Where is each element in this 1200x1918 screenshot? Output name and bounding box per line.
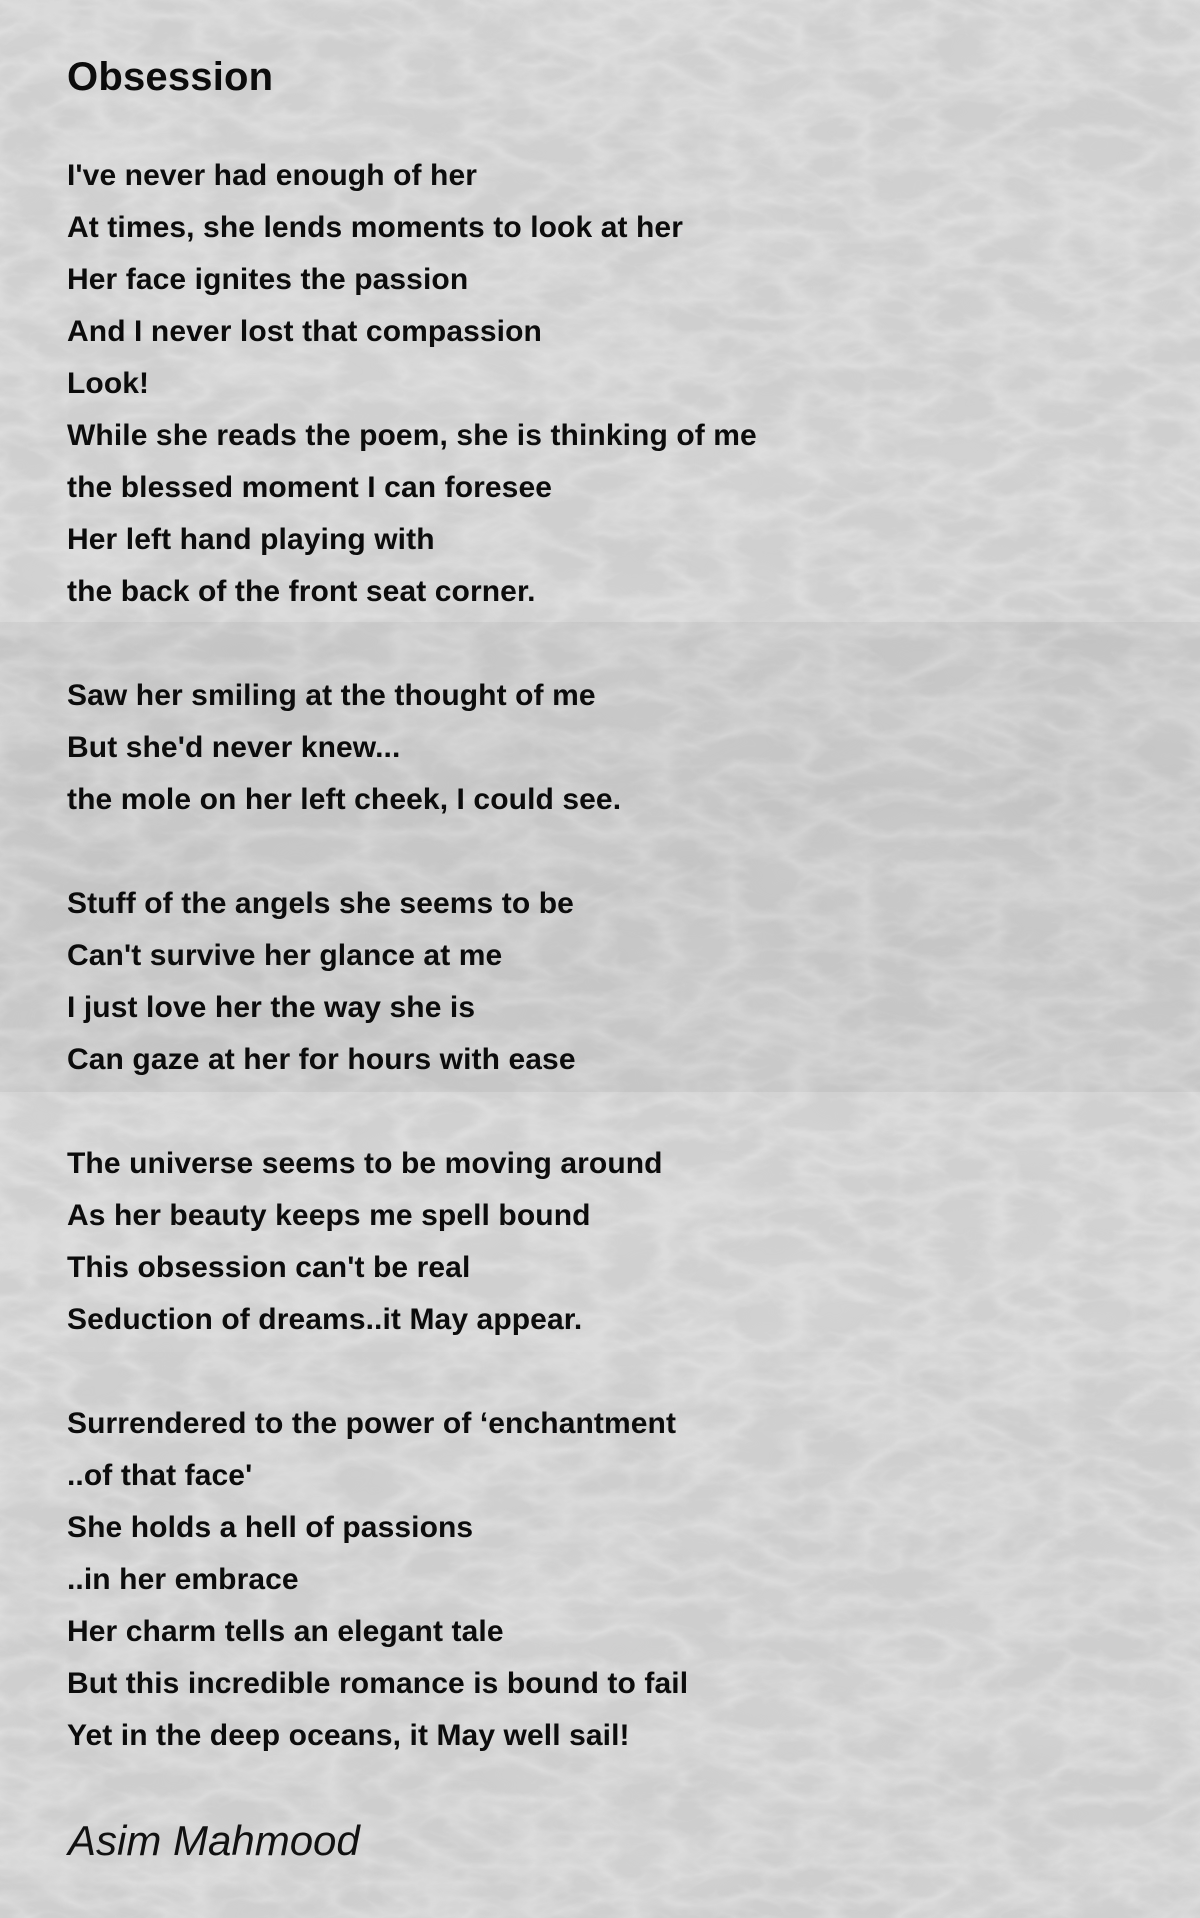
- poem-line: At times, she lends moments to look at her: [67, 211, 683, 244]
- poem-line: Can't survive her glance at me: [67, 939, 503, 972]
- stanza-break: [67, 618, 1167, 670]
- poem-line: I've never had enough of her: [67, 159, 478, 192]
- stanza-5: [67, 1398, 1167, 1762]
- poem-line: the mole on her left cheek, I could see.: [67, 783, 622, 816]
- stanza-4: [67, 1138, 1167, 1346]
- poem-line: This obsession can't be real: [67, 1251, 471, 1284]
- poem-body: [67, 150, 1167, 1762]
- stanza-1: [67, 150, 1167, 618]
- stanza-break: [67, 1086, 1167, 1138]
- poem-line: While she reads the poem, she is thinking of me: [67, 419, 757, 452]
- poem-line: Can gaze at her for hours with ease: [67, 1043, 576, 1076]
- poem-line: Seduction of dreams..it May appear.: [67, 1303, 583, 1336]
- stanza-3: [67, 878, 1167, 1086]
- poem-line: Stuff of the angels she seems to be: [67, 887, 574, 920]
- poem-line: Her left hand playing with: [67, 523, 435, 556]
- poem-line: Saw her smiling at the thought of me: [67, 679, 596, 712]
- poem-line: Her charm tells an elegant tale: [67, 1615, 504, 1648]
- poem-title: Obsession: [67, 55, 274, 99]
- poem-line: ..in her embrace: [67, 1563, 299, 1596]
- poem-line: Look!: [67, 367, 150, 400]
- poem-line: The universe seems to be moving around: [67, 1147, 663, 1180]
- poem-line: But this incredible romance is bound to fail: [67, 1667, 689, 1700]
- stanza-2: [67, 670, 1167, 826]
- poem-line: the back of the front seat corner.: [67, 575, 536, 608]
- poem-line: Surrendered to the power of ‘enchantment: [67, 1407, 677, 1440]
- poem-line: But she'd never knew...: [67, 731, 401, 764]
- poem-line: the blessed moment I can foresee: [67, 471, 553, 504]
- poem-line: Her face ignites the passion: [67, 263, 469, 296]
- poem-line: Yet in the deep oceans, it May well sail!: [67, 1719, 630, 1752]
- poem-line: As her beauty keeps me spell bound: [67, 1199, 591, 1232]
- poem-line: She holds a hell of passions: [67, 1511, 474, 1544]
- poem-line: ..of that face': [67, 1459, 253, 1492]
- poem-author: Asim Mahmood: [68, 1817, 360, 1864]
- stanza-break: [67, 826, 1167, 878]
- poem-line: And I never lost that compassion: [67, 315, 542, 348]
- poem-line: I just love her the way she is: [67, 991, 476, 1024]
- stanza-break: [67, 1346, 1167, 1398]
